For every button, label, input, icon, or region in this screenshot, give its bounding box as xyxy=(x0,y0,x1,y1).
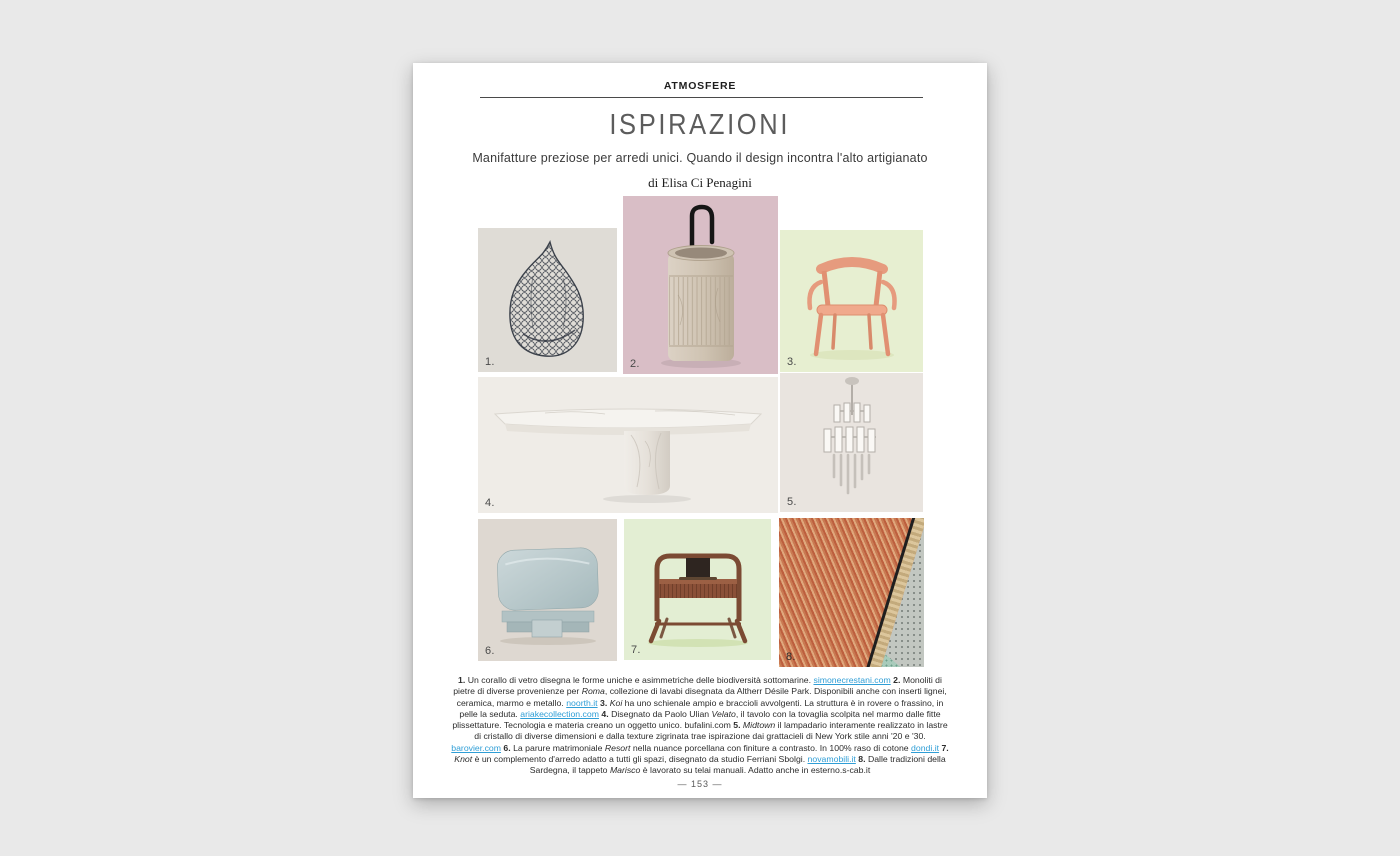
caption-text: Monoliti di pietre di diverse provenienze per xyxy=(453,675,942,697)
magazine-page xyxy=(413,63,987,798)
bed-linen-image xyxy=(484,527,612,655)
caption-text: nella nuance porcellana con finiture a contrasto. In 100% raso di cotone xyxy=(630,742,912,753)
caption-text: 3. xyxy=(600,697,610,708)
caption-text: ha uno schienale ampio e braccioli avvolgenti. La struttura è in rovere o frassino, in pelle la seduta. xyxy=(459,697,944,719)
caption-link: novamobili.it xyxy=(807,754,856,765)
caption-text: 6. xyxy=(503,742,514,753)
washbasin-image xyxy=(626,200,776,372)
caption-text: Knot xyxy=(454,754,473,765)
product-tile-4 xyxy=(478,377,778,513)
page-title-text: ISPIRAZIONI xyxy=(609,109,791,141)
page-subtitle: Manifatture preziose per arredi unici. Quando il design incontra l'alto artigianato xyxy=(472,151,928,165)
caption-text: Un corallo di vetro disegna le forme uniche e asimmetriche delle biodiversità sottomarine. xyxy=(467,675,814,685)
caption-text: 8. xyxy=(858,754,868,765)
page-title xyxy=(413,109,987,142)
caption-text: è un complemento d'arredo adatto a tutti gli spazi, disegnato da studio Ferriani Sbolgi. xyxy=(472,754,808,765)
caption-text: Roma xyxy=(581,686,605,697)
byline: di Elisa Ci Penagini xyxy=(648,175,752,190)
product-tile-7 xyxy=(624,519,771,660)
caption-link: noorth.it xyxy=(566,697,598,708)
caption-link: barovier.com xyxy=(451,742,501,753)
product-tile-3 xyxy=(780,230,923,372)
caption-text: , il tavolo con la tovaglia scolpita nel marmo dalle fitte plissettature. Tecnologia e materia creano un oggetto unico. bufalini.com xyxy=(452,708,941,731)
caption-text: Dalle tradizioni della Sardegna, il tappeto xyxy=(529,754,946,776)
caption-text: 7. xyxy=(941,742,949,753)
caption-text: , collezione di lavabi disegnata da Altherr Désile Park. Disponibili anche con inserti lignei, ceramica, marmo e metallo. xyxy=(456,686,947,708)
tile-number: 6. xyxy=(485,645,495,657)
caption-text: Disegnato da Paolo Ulian xyxy=(611,708,712,719)
caption-text: Marisco xyxy=(609,765,641,776)
product-tile-2 xyxy=(623,196,778,374)
caption-text: La parure matrimoniale xyxy=(513,742,605,753)
caption-text: 2. xyxy=(893,675,903,685)
tile-number: 8. xyxy=(786,651,796,663)
caption-link: ariakecollection.com xyxy=(520,708,599,719)
caption-text: Resort xyxy=(604,742,631,753)
tile-number: 7. xyxy=(631,644,641,656)
product-tile-5 xyxy=(780,373,923,512)
armchair-image xyxy=(790,242,914,364)
tile-number: 1. xyxy=(485,356,495,368)
writing-desk-image xyxy=(631,527,765,651)
product-tile-1 xyxy=(478,228,617,372)
marble-table-image xyxy=(485,383,771,509)
caption-text: Koi xyxy=(609,697,623,708)
coral-sculpture-image xyxy=(493,236,603,366)
caption-text: Midtown xyxy=(742,720,776,731)
header-rule xyxy=(480,97,923,98)
caption xyxy=(449,675,951,777)
caption-link: dondi.it xyxy=(911,742,940,753)
caption-text: 4. xyxy=(601,708,612,719)
product-tile-8 xyxy=(779,518,924,667)
chandelier-image xyxy=(790,375,914,507)
section-kicker: ATMOSFERE xyxy=(663,80,737,92)
page-number: — 153 — xyxy=(677,779,723,789)
tile-number: 5. xyxy=(787,496,797,508)
caption-text: è lavorato su telai manuali. Adatto anche in esterno.s-cab.it xyxy=(640,765,871,776)
tile-number: 2. xyxy=(630,358,640,370)
caption-text: il lampadario interamente realizzato in lastre di cristallo di diverse dimensioni e dalla texture zigrinata trae ispirazione dai grattacieli di New York stile anni '20 e '30. xyxy=(474,720,948,742)
caption-link: simonecrestani.com xyxy=(813,675,891,685)
caption-text: 1. xyxy=(458,675,468,685)
product-tile-6 xyxy=(478,519,617,661)
tile-number: 3. xyxy=(787,356,797,368)
caption-text: 5. xyxy=(733,720,743,731)
tile-number: 4. xyxy=(485,497,495,509)
caption-text: Velato xyxy=(711,708,736,719)
